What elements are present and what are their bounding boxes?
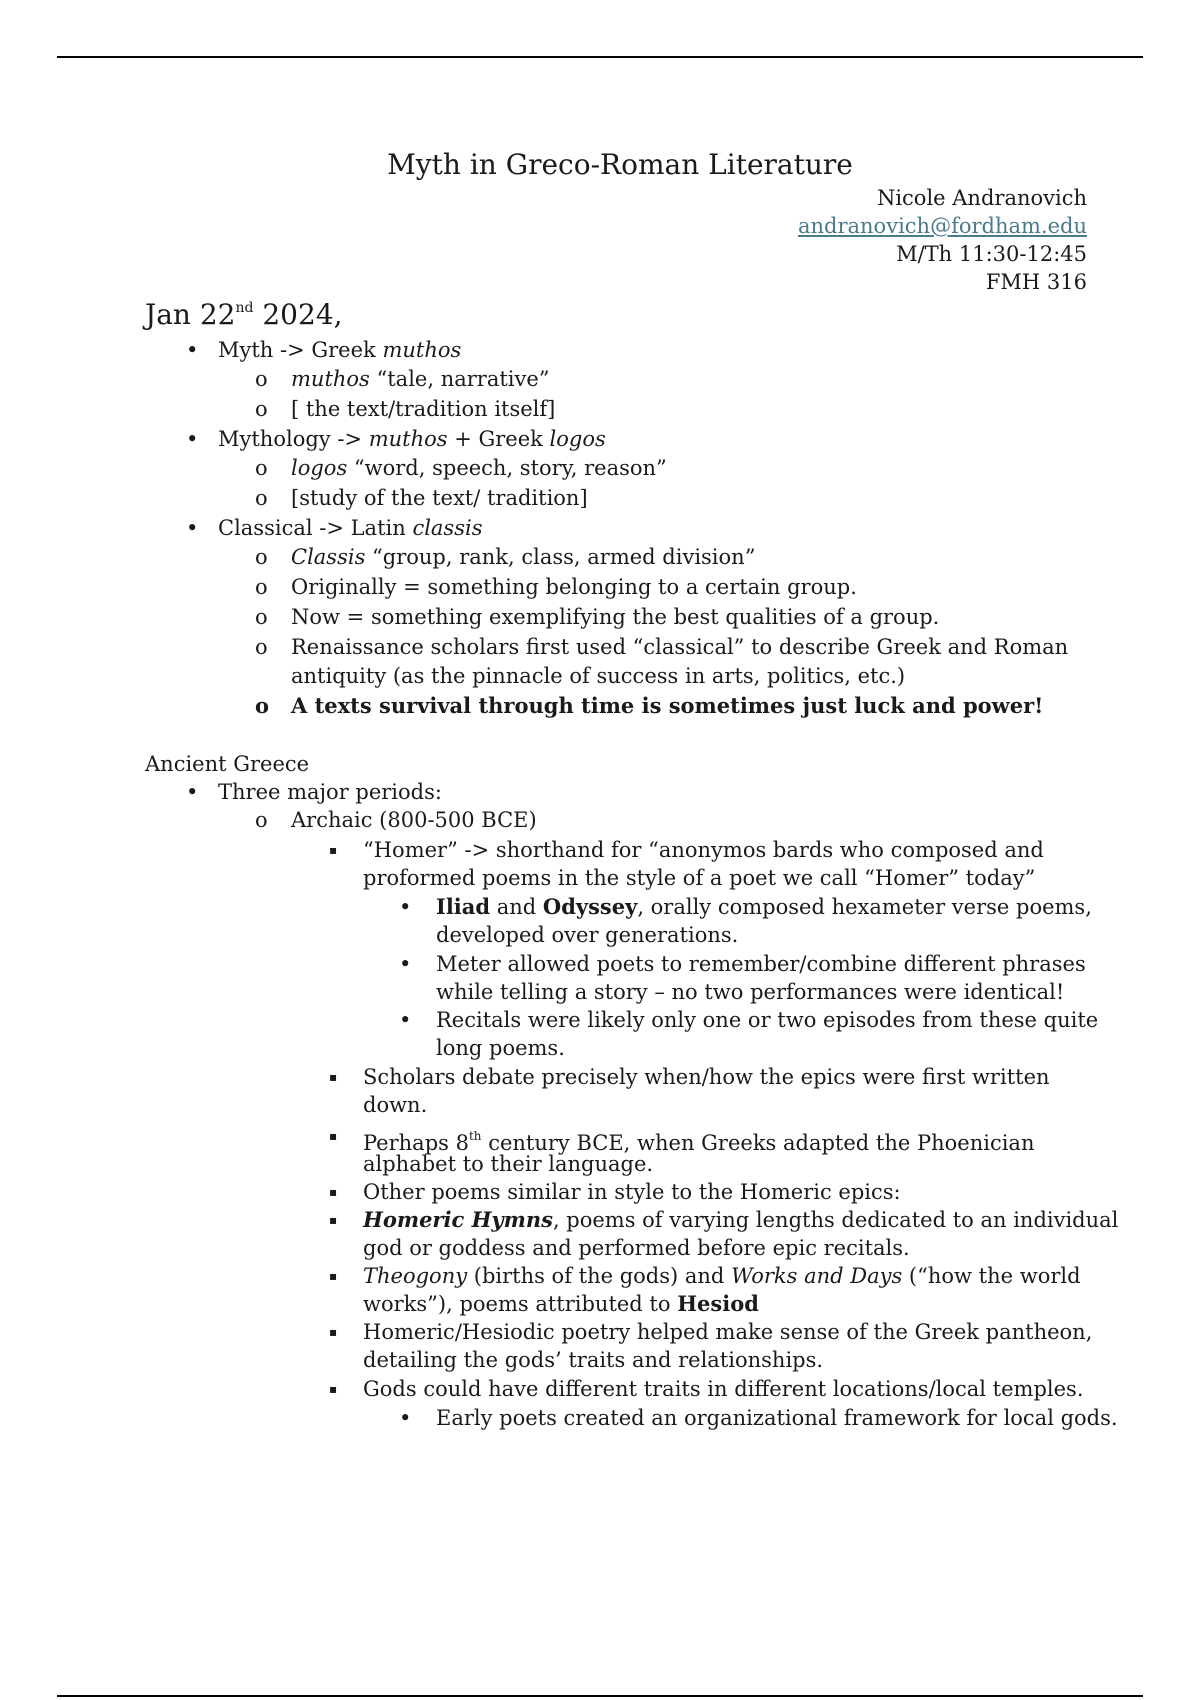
bullet-circle: o [255,635,268,659]
note-classis-def: Classis “group, rank, class, armed division” [291,545,756,569]
bullet-square: ▪ [329,1213,338,1227]
note-perhaps-line1: Perhaps 8th century BCE, when Greeks adapted the Phoenician [363,1129,1035,1155]
bullet-square: ▪ [329,1382,338,1396]
bullet-circle: o [255,456,268,480]
note-debate-line1: Scholars debate precisely when/how the epics were first written [363,1065,1050,1089]
note-perhaps-line2: alphabet to their language. [363,1152,654,1176]
note-homer-line1: “Homer” -> shorthand for “anonymos bards who composed and [363,838,1044,862]
bullet-disc: • [186,780,199,804]
note-logos-def: logos “word, speech, story, reason” [291,456,667,480]
bullet-disc: • [186,338,199,362]
office-hours: M/Th 11:30-12:45 [896,242,1087,266]
bullet-disc: • [186,427,199,451]
note-theogony-line1: Theogony (births of the gods) and Works and Days (“how the world [363,1264,1081,1288]
note-periods: Three major periods: [218,780,442,804]
bullet-square: ▪ [329,1070,338,1084]
note-muthos-gloss: [ the text/tradition itself] [291,397,556,421]
note-iliad-line2: developed over generations. [436,923,739,947]
note-mythology: Mythology -> muthos + Greek logos [218,427,606,451]
note-meter-line2: while telling a story – no two performances were identical! [436,980,1065,1004]
bullet-square: ▪ [329,1129,338,1143]
bullet-circle: o [255,367,268,391]
note-myth: Myth -> Greek muthos [218,338,462,362]
note-homer-line2: proformed poems in the style of a poet we call “Homer” today” [363,866,1036,890]
note-iliad-line1: Iliad and Odyssey, orally composed hexameter verse poems, [436,894,1092,919]
note-debate-line2: down. [363,1093,428,1117]
note-other-poems: Other poems similar in style to the Homeric epics: [363,1180,901,1204]
bullet-circle: o [255,486,268,510]
document-title: Myth in Greco-Roman Literature [387,148,853,181]
bullet-disc: • [399,895,412,919]
note-recitals-line2: long poems. [436,1036,565,1060]
bullet-disc: • [399,1008,412,1032]
note-hymns-line2: god or goddess and performed before epic recitals. [363,1236,910,1260]
lecture-date: Jan 22nd 2024, [145,298,343,331]
bullet-circle: o [255,693,270,718]
note-now: Now = something exemplifying the best qualities of a group. [291,605,940,629]
note-archaic: Archaic (800-500 BCE) [291,808,537,832]
note-logos-gloss: [study of the text/ tradition] [291,486,588,510]
note-classical: Classical -> Latin classis [218,516,483,540]
bullet-disc: • [399,952,412,976]
bullet-square: ▪ [329,1269,338,1283]
note-framework: Early poets created an organizational framework for local gods. [436,1406,1118,1430]
note-survival: A texts survival through time is sometimes just luck and power! [291,693,1044,718]
bullet-circle: o [255,545,268,569]
note-renaissance-line2: antiquity (as the pinnacle of success in arts, politics, etc.) [291,664,906,688]
note-recitals-line1: Recitals were likely only one or two episodes from these quite [436,1008,1099,1032]
bullet-circle: o [255,575,268,599]
note-meter-line1: Meter allowed poets to remember/combine different phrases [436,952,1086,976]
note-pantheon-line1: Homeric/Hesiodic poetry helped make sense of the Greek pantheon, [363,1320,1093,1344]
bullet-square: ▪ [329,1185,338,1199]
bullet-square: ▪ [329,1325,338,1339]
bullet-circle: o [255,397,268,421]
instructor-name: Nicole Andranovich [876,186,1087,210]
note-theogony-line2: works”), poems attributed to Hesiod [363,1291,759,1316]
bullet-disc: • [399,1406,412,1430]
instructor-email-link[interactable]: andranovich@fordham.edu [797,214,1087,238]
office-room: FMH 316 [985,270,1087,294]
bottom-rule [57,1695,1143,1697]
note-hymns-line1: Homeric Hymns, poems of varying lengths dedicated to an individual [363,1207,1119,1232]
bullet-circle: o [255,605,268,629]
instructor-email-container [798,212,1087,240]
bullet-square: ▪ [329,843,338,857]
top-rule [57,56,1143,58]
bullet-disc: • [186,516,199,540]
note-muthos-def: muthos “tale, narrative” [291,367,550,391]
note-originally: Originally = something belonging to a certain group. [291,575,857,599]
section-heading-ancient-greece: Ancient Greece [145,752,310,776]
note-renaissance-line1: Renaissance scholars first used “classical” to describe Greek and Roman [291,635,1069,659]
note-pantheon-line2: detailing the gods’ traits and relationships. [363,1348,824,1372]
bullet-circle: o [255,808,268,832]
note-gods-traits: Gods could have different traits in different locations/local temples. [363,1377,1084,1401]
